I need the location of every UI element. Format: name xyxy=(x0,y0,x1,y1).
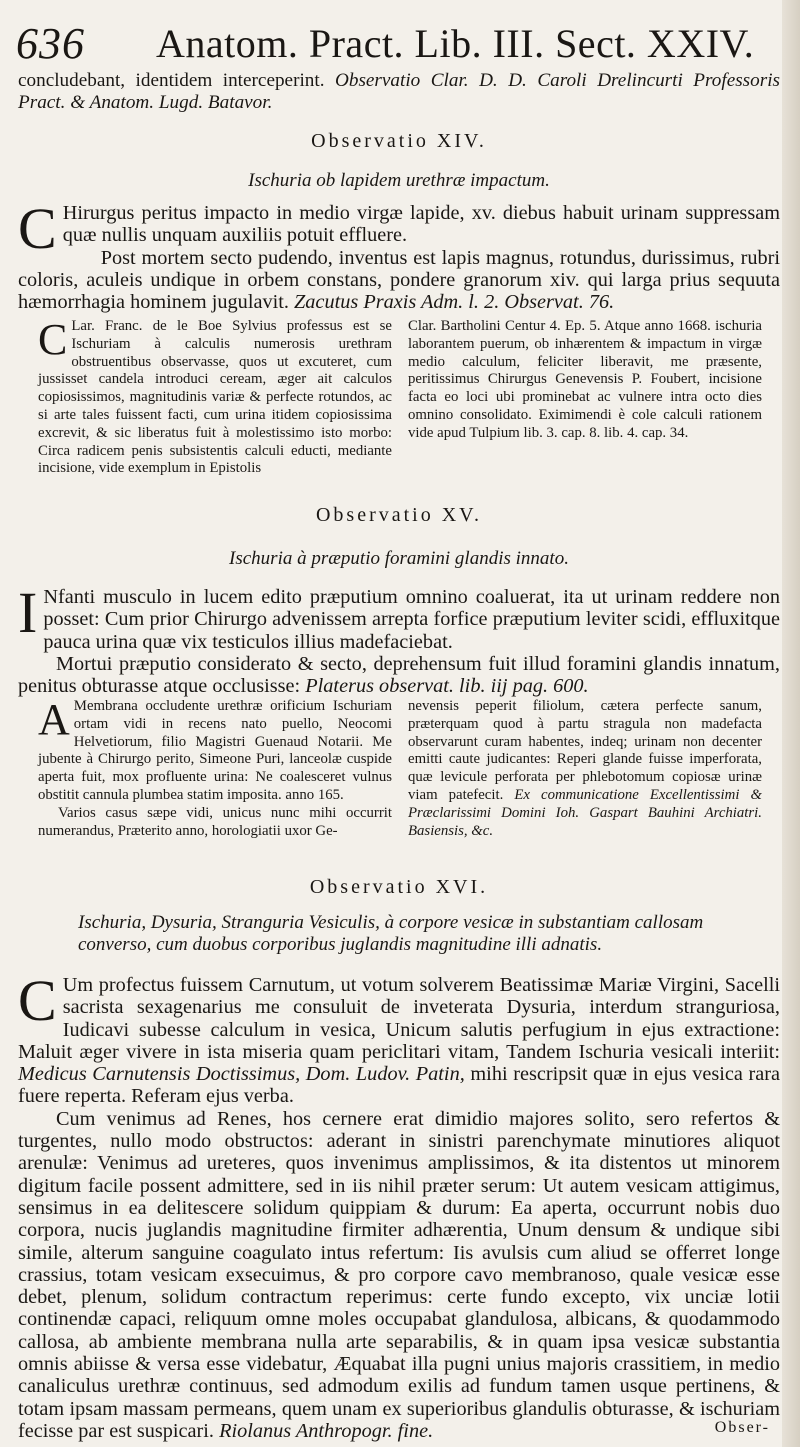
obs15-title: Observatio XV. xyxy=(315,504,483,526)
obs16-title: Observatio XVI. xyxy=(309,876,489,898)
obs15-paragraph-2: Mortui præputio considerato & secto, deprehensum fuit illud foramini glandis innatum, penitus obturasse atque occlusisse: xyxy=(18,652,780,698)
page-header xyxy=(16,18,770,70)
intro-reference: Observatio Clar. D. D. Caroli Drelincurti Professoris Pract. & Anatom. Lugd. Batavor. xyxy=(18,70,780,113)
obs14-two-columns xyxy=(38,315,762,478)
obs15-col-left-text-2: Varios casus sæpe vidi, unicus nunc mihi occurrit numerandus, Præterito anno, horologiatii uxor Ge- xyxy=(38,804,392,839)
obs16-paragraph-1b: mihi rescripsit quæ in ejus vesica rara fuere reperta. Referam ejus verba. xyxy=(18,1063,781,1108)
obs16-subtitle: Ischuria, Dysuria, Stranguria Vesiculis, à corpore vesicæ in substantiam callosam converso, cum duobus corporibus juglandis magnitudine illi adnatis. xyxy=(78,912,704,955)
obs15-col-right-text: nevensis peperit filiolum, cætera perfecte sanum, præterquam quod à partu stragula non madefacta observarunt curam habentes, indeq; urinam non decenter emitti caute judicantes: Reperi glande fuisse imperforata, quæ levicule perforata per phlebotomum copiosæ urinæ viam patefecit. xyxy=(408,698,762,803)
intro-paragraph xyxy=(18,70,780,114)
obs14-col-drop-cap: C xyxy=(38,315,68,364)
obs14-column-left xyxy=(38,315,392,478)
obs14-title: Observatio XIV. xyxy=(311,130,487,152)
obs15-paragraph-1: Nfanti musculo in lucem edito præputium omnino coaluerat, ita ut urinam reddere non posset: Cum prior Chirurgo advenissem arrepta forfice præputium leviter scidi, effluxitque pauca urina quæ vix testiculos illius madefaciebat. xyxy=(43,586,780,653)
obs15-col-right-reference: Ex communicatione Excellentissimi & Præclarissimi Domini Ioh. Gaspart Bauhini Archiatri. Basiensis, &c. xyxy=(408,786,763,839)
obs15-col-left-text: Membrana occludente urethræ orificium Ischuriam ortam vidi in recens nato puello, Neocomi Helvetiorum, filio Magistri Guenaud Notarii. Me jubente à Chirurgo perito, Simeone Puri, lanceolæ cuspide aperta fuit, mox profluente urina: Ne coalesceret vulnus obstitit cannula plumbea statim imposita. anno 165. xyxy=(38,698,392,803)
obs14-reference: Zacutus Praxis Adm. l. 2. Observat. 76. xyxy=(294,291,615,314)
obs14-col-right-text: Clar. Bartholini Centur 4. Ep. 5. Atque anno 1668. ischuria laborantem puerum, ob inhærentem & impactum in virgæ medio calculum, feliciter liberavit, me præsente, peritissimus Chirurgus Genevensis P. Foubert, incisione facta eo loci ubi prominebat ac vulnere intra octo dies omnino consolidato. Eximimendi è cole calculi rationem vide apud Tulpium lib. 3. cap. 8. lib. 4. cap. 34. xyxy=(408,318,762,441)
obs14-column-right xyxy=(408,318,762,478)
obs14-drop-cap: C xyxy=(18,196,57,261)
obs15-column-left xyxy=(38,695,392,840)
obs14-paragraph-1: Hirurgus peritus impacto in medio virgæ lapide, xv. diebus habuit urinam suppressam quæ nullis unquam auxiliis potuit effluere. xyxy=(62,202,780,247)
obs16-paragraph-1a: Um profectus fuissem Carnutum, ut votum solverem Beatissimæ Mariæ Virgini, Sacelli sacrista sexagenarius me consuluit de inveterata Dysuria, interdum stranguriosa, Iudicavi subesse calculum in vesica, Unicum salutis perfugium in ejus extractione: Maluit æger vivere in ista miseria quam periclitari vitam, Tandem Ischuria vesicali interiit: xyxy=(18,974,780,1063)
obs16-reference: Riolanus Anthropogr. fine. xyxy=(219,1419,434,1442)
obs15-column-right xyxy=(408,698,762,840)
obs16-drop-cap: C xyxy=(18,968,57,1033)
obs15-subtitle: Ischuria à præputio foramini glandis innato. xyxy=(229,548,569,569)
obs16-paragraph-1-reference: Medicus Carnutensis Doctissimus, Dom. Ludov. Patin, xyxy=(18,1063,465,1086)
obs15-col-drop-cap: A xyxy=(38,695,70,744)
obs16-subheading xyxy=(18,912,780,960)
page-number: 636 xyxy=(16,19,85,68)
obs16-heading xyxy=(18,876,780,906)
obs14-subtitle: Ischuria ob lapidem urethræ impactum. xyxy=(248,170,550,191)
obs14-subheading xyxy=(18,170,780,196)
page-edge-shadow xyxy=(782,0,800,1447)
obs14-paragraph-2: Post mortem secto pudendo, inventus est lapis magnus, rotundus, durissimus, rubri coloris, aculeis undique in orbem constans, pondere granorum xiv. qui larga prius sequuta hæmorrhagia hominem jugulavit. xyxy=(18,246,780,314)
obs14-heading xyxy=(18,130,780,160)
obs16-paragraph-2: Cum venimus ad Renes, hos cernere erat dimidio majores solito, sero refertos & turgentes, nullo modo obstructos: aderant in sinistri parenchymate minutiores aliquot arenulæ: Venimus ad ureteres, quos invenimus amplissimos, & ita distentos ut minorem digitum facile possent admittere, sed in iis nihil præter serum: Ut autem vesicam attigimus, sensimus in ea delitescere solidum quippiam & durum: Ea aperta, occurrunt nobis duo corpora, nucis juglandis magnitudine firmiter adhærentia, Unum densum & undique sibi simile, alterum sanguine coagulato intus refertum: Iis avulsis cum aliud se offerret longe crassius, totam vesicam exsecuimus, & pro corpore cavo membranoso, quale vesicæ esse debet, plenum, solidum contractum reperimus: certe fundo excepto, vix unciæ lotii continendæ capaci, reliquum omne moles occupabat glandulosa, albicans, & quodammodo callosa, ab ambiente membrana nulla arte separabilis, & in quam ipsa vesicæ substantia omnis abiisse & versa esse videbatur, Æquabat illa pugni unius majoris crassitiem, in medio canaliculus urethræ continuus, sed admodum exilis ad fundum tamen usque pertinens, & totam ipsam massam permeans, quem unam ex superioribus glandulis obturasse, & ischuriam fecisse par est suspicari. xyxy=(18,1107,780,1442)
obs15-reference: Platerus observat. lib. iij pag. 600. xyxy=(305,675,589,698)
running-head: Anatom. Pract. Lib. III. Sect. XXIV. xyxy=(156,21,755,66)
obs15-drop-cap: I xyxy=(18,580,38,645)
obs15-heading xyxy=(18,504,780,534)
obs15-subheading xyxy=(18,548,780,574)
intro-text: concludebant, identidem interceperint. xyxy=(18,70,325,91)
obs14-body xyxy=(18,196,780,314)
catchword: Obser- xyxy=(714,1419,770,1436)
obs14-col-left-text: Lar. Franc. de le Boe Sylvius professus est se Ischuriam à calculis numerosis urethram obstruentibus observasse, quos ut excuteret, cum jussisset candela introduci ceream, æger ait calculos copiosissimos, magnitudinis variæ & perfecte rotundos, ac si arte tales fuissent facti, cum urina itidem copiosissima excrevit, & sic liberatus fuit à molestissimo isto morbo: Circa radicem penis subsistentis calculi educti, mediante incisione, vide exemplum in Epistolis xyxy=(38,318,392,477)
obs15-body xyxy=(18,580,780,698)
obs15-two-columns xyxy=(38,695,763,840)
obs16-body xyxy=(18,968,781,1442)
